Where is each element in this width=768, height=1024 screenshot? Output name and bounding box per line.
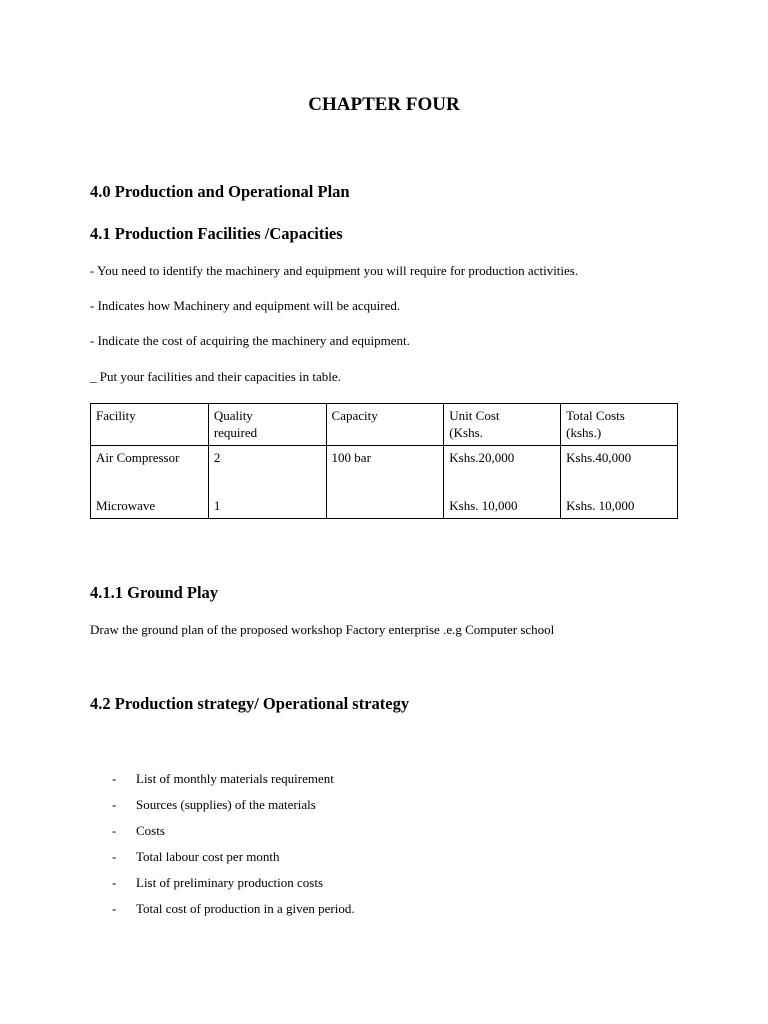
cell-total-costs: Kshs.40,000 Kshs. 10,000 [561,446,678,519]
header-capacity: Capacity [326,404,444,446]
table-row [91,446,678,519]
cell-facility: Air Compressor Microwave [91,446,209,519]
section-heading-4-1-1: 4.1.1 Ground Play [90,583,219,602]
header-total-costs: Total Costs (kshs.) [561,404,678,446]
paragraph-how-acquired: - Indicates how Machinery and equipment will be acquired. [90,298,401,313]
cell-unit-cost: Kshs.20,000 Kshs. 10,000 [444,446,561,519]
paragraph-put-in-table: _ Put your facilities and their capacities in table. [90,369,341,384]
header-facility: Facility [91,404,209,446]
chapter-title: CHAPTER FOUR [308,94,460,115]
paragraph-cost-acquiring: - Indicate the cost of acquiring the machinery and equipment. [90,333,410,348]
facilities-table [90,403,678,519]
paragraph-ground-plan: Draw the ground plan of the proposed workshop Factory enterprise .e.g Computer school [90,622,555,637]
cell-quality: 2 1 [208,446,326,519]
paragraph-identify-machinery: - You need to identify the machinery and equipment you will require for production activities. [90,263,579,278]
section-heading-4-2: 4.2 Production strategy/ Operational strategy [90,694,410,713]
cell-capacity: 100 bar [326,446,444,519]
header-quality-required: Quality required [208,404,326,446]
table-header-row [91,404,678,446]
section-heading-4-0: 4.0 Production and Operational Plan [90,182,350,201]
section-heading-4-1: 4.1 Production Facilities /Capacities [90,224,343,243]
header-unit-cost: Unit Cost (Kshs. [444,404,561,446]
